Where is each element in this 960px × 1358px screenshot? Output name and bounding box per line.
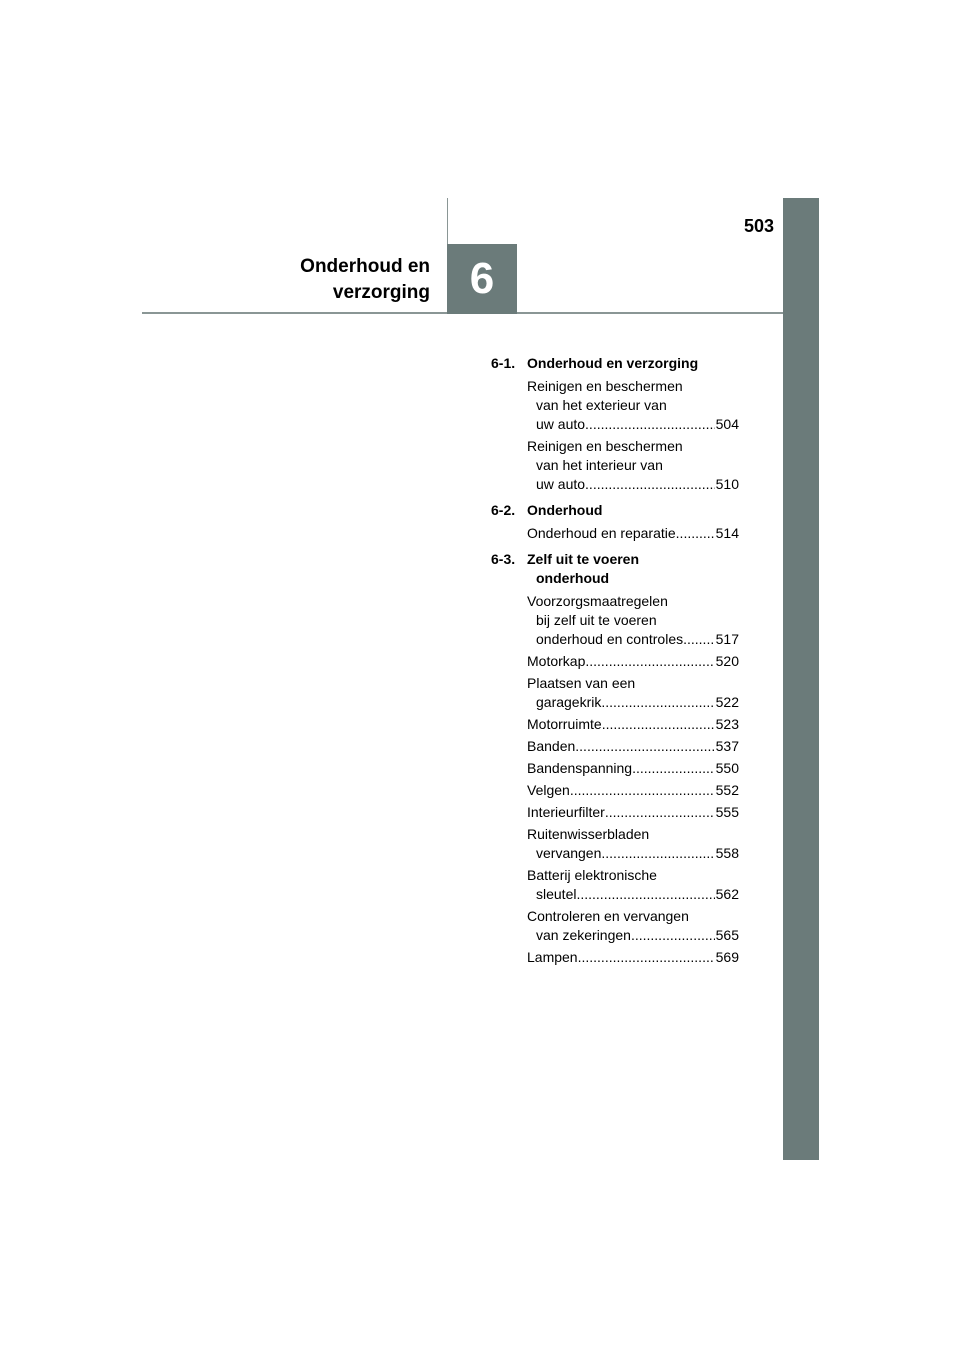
toc-entry[interactable] [527,737,739,756]
toc-dot-leader [683,630,715,649]
toc-dot-leader [570,781,715,800]
toc-entry-page: 552 [715,782,739,798]
toc-entry-text: Bandenspanning [527,760,633,776]
toc-entry-page: 517 [715,631,739,647]
toc-entry-text: vervangen [536,845,602,861]
toc-entry[interactable] [527,524,739,543]
toc-dot-leader [585,475,715,494]
chapter-number: 6 [469,254,495,303]
toc-section-title: Onderhoud [527,502,603,518]
toc-dot-leader [676,524,715,543]
toc-entry[interactable] [527,781,739,800]
toc-entry-text: garagekrik [536,694,602,710]
toc-entry-page: 565 [715,927,739,943]
toc-entry-text: Reinigen en beschermen [527,378,683,394]
toc-entry-text: van het interieur van [536,457,663,473]
toc-section-number: 6-1. [491,355,516,371]
page-number: 503 [743,216,774,236]
toc-entry[interactable] [527,652,739,671]
toc-section-heading [491,501,739,520]
toc-entry[interactable] [527,592,739,649]
toc-entry-page: 550 [715,760,739,776]
toc-entry-page: 523 [715,716,739,732]
toc-entry-page: 537 [715,738,739,754]
toc-entry-page: 522 [715,694,739,710]
toc-entry-text: Plaatsen van een [527,675,636,691]
toc-entry[interactable] [527,759,739,778]
toc-entry[interactable] [527,803,739,822]
toc-section [491,354,739,494]
toc-entry-text: onderhoud en controles [536,631,684,647]
toc-section [491,501,739,543]
toc-section-title: Zelf uit te voeren [527,551,640,567]
toc-section-title: onderhoud [536,570,610,586]
toc-entry-page: 510 [715,476,739,492]
toc-section-number: 6-2. [491,502,516,518]
toc-entry-text: Motorruimte [527,716,602,732]
toc-entry-page: 520 [715,653,739,669]
toc-entry-text: van zekeringen [536,927,631,943]
toc-entry[interactable] [527,437,739,494]
toc-dot-leader [576,885,714,904]
toc-entry-page: 569 [715,949,739,965]
toc-entry-page: 504 [715,416,739,432]
chapter-title [300,254,430,306]
toc-dot-leader [601,844,714,863]
toc-entry-text: uw auto [536,416,586,432]
toc-entry-text: Ruitenwisserbladen [527,826,650,842]
toc-entry-text: van het exterieur van [536,397,667,413]
toc-entry[interactable] [527,715,739,734]
toc-section-heading [491,550,739,588]
toc-entry-text: Motorkap [527,653,586,669]
toc-entry[interactable] [527,948,739,967]
toc-dot-leader [632,759,715,778]
toc-entry-text: sleutel [536,886,577,902]
toc-entry[interactable] [527,674,739,712]
chapter-number-box [447,244,517,314]
toc-entry-text: Velgen [527,782,570,798]
toc-entry[interactable] [527,825,739,863]
toc-entry[interactable] [527,866,739,904]
toc-section-heading [491,354,739,373]
toc-dot-leader [631,926,715,945]
toc-dot-leader [602,715,715,734]
toc-entry-page: 562 [715,886,739,902]
toc-dot-leader [601,693,714,712]
toc-entry-text: Lampen [527,949,578,965]
chapter-side-tab [783,198,819,1160]
toc-entry-text: Banden [527,738,576,754]
toc-dot-leader [585,415,715,434]
chapter-title-line: Onderhoud en [300,256,430,277]
toc-entry-page: 558 [715,845,739,861]
toc-entry-page: 555 [715,804,739,820]
toc-entry[interactable] [527,377,739,434]
table-of-contents [491,354,739,974]
toc-section-title: Onderhoud en verzorging [527,355,699,371]
toc-entry-text: uw auto [536,476,586,492]
header-vertical-rule [447,198,448,244]
toc-entry[interactable] [527,907,739,945]
toc-dot-leader [605,803,715,822]
toc-entry-text: Batterij elektronische [527,867,657,883]
toc-entry-text: Controleren en vervangen [527,908,689,924]
toc-entry-text: Interieurfilter [527,804,605,820]
toc-entry-page: 514 [715,525,739,541]
toc-dot-leader [575,737,714,756]
chapter-title-line: verzorging [332,282,430,303]
toc-entry-text: Onderhoud en reparatie [527,525,676,541]
toc-section-number: 6-3. [491,551,516,567]
toc-entry-text: Voorzorgsmaatregelen [527,593,668,609]
toc-section [491,550,739,967]
toc-dot-leader [585,652,714,671]
toc-entry-text: Reinigen en beschermen [527,438,683,454]
toc-dot-leader [578,948,715,967]
toc-entry-text: bij zelf uit te voeren [536,612,657,628]
